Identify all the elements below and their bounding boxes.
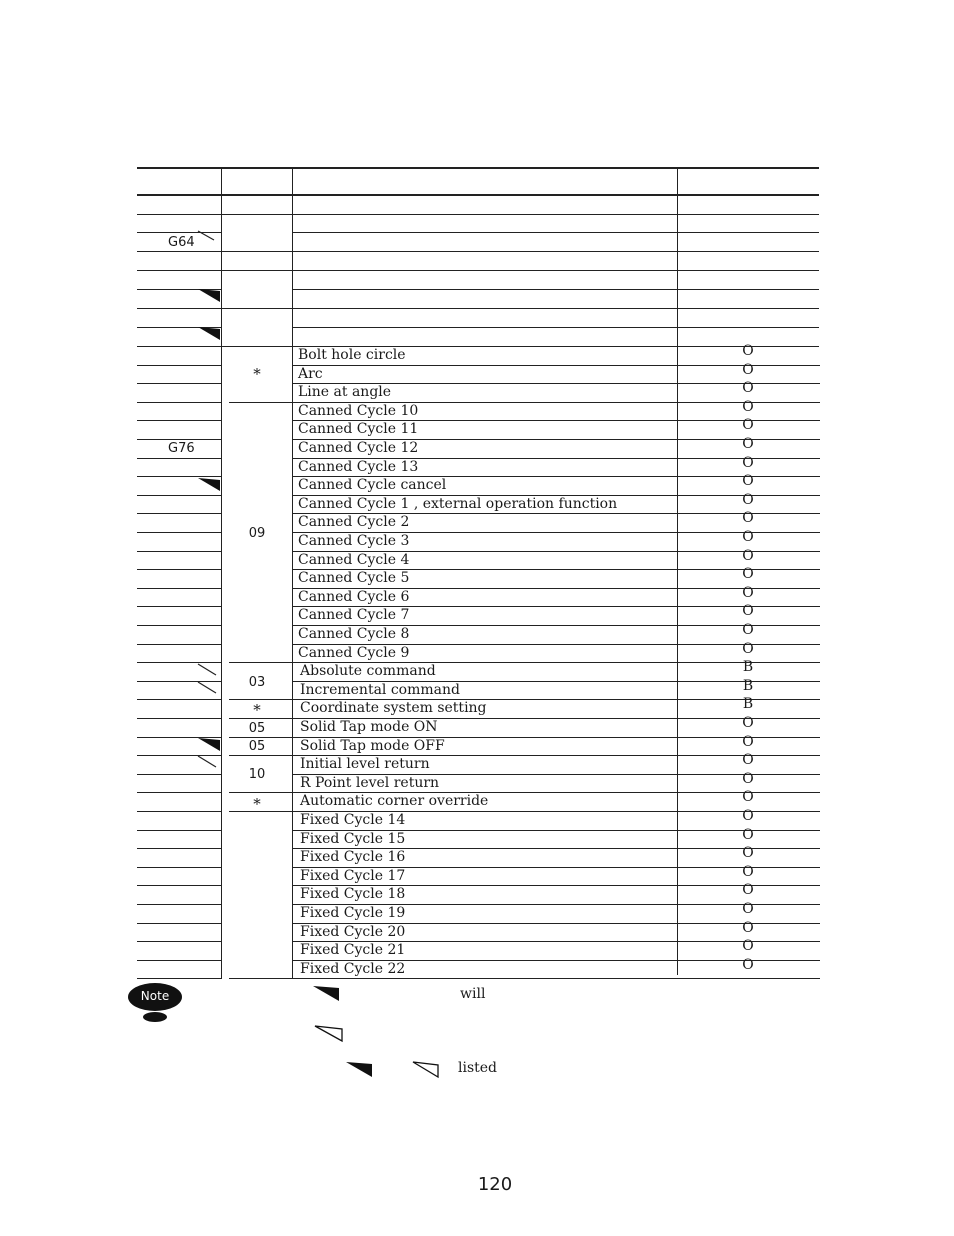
gcode-cell-divider: [137, 960, 222, 961]
gcode-cell-divider: [137, 625, 222, 626]
gcode-cell-divider: [137, 644, 222, 645]
gcode-cell-divider: [137, 588, 222, 589]
compatibility-mark-cell: O: [742, 715, 754, 731]
gcode-cell-divider: [137, 923, 222, 924]
function-cell: Line at angle: [298, 384, 392, 400]
table-top-border: [137, 167, 819, 169]
compatibility-mark-cell: O: [742, 343, 754, 359]
compatibility-mark-cell: O: [742, 585, 754, 601]
gcode-cell-divider: [137, 830, 222, 831]
group-03: 03: [248, 675, 266, 690]
outline-triangle-icon: [196, 681, 220, 695]
group-05: 05: [248, 739, 266, 754]
row-divider: [292, 232, 819, 233]
group-cell-divider: [229, 755, 293, 756]
group-cell-divider: [229, 662, 293, 663]
function-cell: Fixed Cycle 22: [300, 961, 406, 977]
compatibility-mark-cell: O: [742, 734, 754, 750]
row-divider: [293, 978, 820, 979]
table-header-divider: [137, 194, 819, 196]
gcode-label-g64: G64: [168, 235, 195, 250]
compatibility-mark-cell: O: [742, 882, 754, 898]
filled-triangle-icon: [198, 736, 222, 752]
function-cell: Canned Cycle 5: [298, 570, 410, 586]
gcode-cell-divider: [137, 885, 222, 886]
row-divider: [137, 270, 819, 271]
function-cell: Fixed Cycle 14: [300, 812, 406, 828]
compatibility-mark-cell: B: [742, 696, 754, 712]
gcode-cell-divider: [137, 978, 222, 979]
group-cell-divider: [229, 978, 293, 979]
function-cell: Automatic corner override: [300, 793, 489, 809]
function-cell: Fixed Cycle 19: [300, 905, 406, 921]
compatibility-mark-cell: O: [742, 771, 754, 787]
group-cell-divider: [229, 718, 293, 719]
compatibility-mark-cell: O: [742, 362, 754, 378]
compatibility-mark-cell: O: [742, 399, 754, 415]
group-star: *: [253, 365, 261, 383]
note-word-will: will: [460, 986, 486, 1002]
gcode-cell-divider: [137, 699, 222, 700]
compatibility-mark-cell: O: [742, 603, 754, 619]
compatibility-mark-cell: O: [742, 641, 754, 657]
gcode-cell-divider: [137, 569, 222, 570]
function-cell: Coordinate system setting: [300, 700, 487, 716]
filled-triangle-icon: [346, 1061, 374, 1079]
function-cell: Solid Tap mode OFF: [300, 738, 445, 754]
row-divider: [137, 251, 819, 252]
group-05: 05: [248, 721, 266, 736]
outline-triangle-icon: [412, 1061, 440, 1079]
column-divider: [677, 167, 678, 975]
gcode-cell-divider: [137, 606, 222, 607]
compatibility-mark-cell: O: [742, 417, 754, 433]
function-cell: Incremental command: [300, 682, 460, 698]
gcode-cell-divider: [137, 718, 222, 719]
gcode-cell-divider: [137, 420, 222, 421]
function-cell: Solid Tap mode ON: [300, 719, 438, 735]
function-cell: Arc: [298, 366, 323, 382]
compatibility-mark-cell: B: [742, 659, 754, 675]
compatibility-mark-cell: O: [742, 436, 754, 452]
gcode-cell-divider: [137, 867, 222, 868]
gcode-cell-divider: [137, 792, 222, 793]
function-cell: Canned Cycle 1 , external operation function: [298, 496, 618, 512]
gcode-cell-divider: [137, 532, 222, 533]
compatibility-mark-cell: O: [742, 622, 754, 638]
function-cell: Initial level return: [300, 756, 430, 772]
compatibility-mark-cell: O: [742, 752, 754, 768]
function-cell: Canned Cycle 7: [298, 607, 410, 623]
gcode-cell-divider: [137, 513, 222, 514]
outline-triangle-icon: [196, 755, 220, 769]
gcode-label-g76: G76: [168, 441, 195, 456]
compatibility-mark-cell: O: [742, 920, 754, 936]
page-number: 120: [477, 1174, 513, 1195]
group-star: *: [253, 795, 261, 813]
gcode-cell-divider: [137, 941, 222, 942]
gcode-cell-divider: [137, 365, 222, 366]
function-cell: Canned Cycle 4: [298, 552, 410, 568]
gcode-cell-divider: [137, 811, 222, 812]
filled-triangle-icon: [313, 985, 341, 1003]
compatibility-mark-cell: O: [742, 566, 754, 582]
function-cell: Canned Cycle 8: [298, 626, 410, 642]
compatibility-mark-cell: O: [742, 901, 754, 917]
function-cell: Canned Cycle 2: [298, 514, 410, 530]
group-star: *: [253, 701, 261, 719]
filled-triangle-icon: [198, 287, 222, 303]
compatibility-mark-cell: O: [742, 808, 754, 824]
function-cell: Canned Cycle 13: [298, 459, 419, 475]
function-cell: Canned Cycle 11: [298, 421, 419, 437]
note-badge-label: Note: [140, 989, 170, 1003]
filled-triangle-icon: [198, 476, 222, 492]
note-word-listed: listed: [458, 1060, 498, 1076]
compatibility-mark-cell: B: [742, 678, 754, 694]
group-10: 10: [248, 767, 266, 782]
compatibility-mark-cell: O: [742, 789, 754, 805]
group-cell-divider: [229, 792, 293, 793]
row-divider: [292, 289, 819, 290]
compatibility-mark-cell: O: [742, 845, 754, 861]
compatibility-mark-cell: O: [742, 827, 754, 843]
function-cell: Canned Cycle 10: [298, 403, 419, 419]
gcode-cell-divider: [137, 774, 222, 775]
compatibility-mark-cell: O: [742, 492, 754, 508]
outline-triangle-icon: [196, 663, 220, 677]
outline-triangle-icon: [196, 230, 216, 242]
gcode-cell-divider: [137, 904, 222, 905]
function-cell: Canned Cycle 12: [298, 440, 419, 456]
gcode-cell-divider: [137, 458, 222, 459]
function-cell: Fixed Cycle 20: [300, 924, 406, 940]
compatibility-mark-cell: O: [742, 380, 754, 396]
function-cell: Fixed Cycle 15: [300, 831, 406, 847]
row-divider: [292, 327, 819, 328]
function-cell: Fixed Cycle 17: [300, 868, 406, 884]
function-cell: R Point level return: [300, 775, 440, 791]
gcode-cell-divider: [137, 439, 222, 440]
gcode-cell-divider: [137, 495, 222, 496]
function-cell: Bolt hole circle: [298, 347, 406, 363]
group-cell-divider: [229, 699, 293, 700]
compatibility-mark-cell: O: [742, 510, 754, 526]
compatibility-mark-cell: O: [742, 864, 754, 880]
function-cell: Canned Cycle 6: [298, 589, 410, 605]
function-cell: Canned Cycle 9: [298, 645, 410, 661]
gcode-cell-divider: [137, 402, 222, 403]
group-09: 09: [248, 526, 266, 541]
row-divider: [137, 346, 819, 347]
row-divider: [137, 308, 819, 309]
function-cell: Absolute command: [300, 663, 436, 679]
function-cell: Fixed Cycle 21: [300, 942, 406, 958]
function-cell: Fixed Cycle 16: [300, 849, 406, 865]
gcode-cell-divider: [137, 551, 222, 552]
compatibility-mark-cell: O: [742, 957, 754, 973]
row-divider: [137, 214, 819, 215]
filled-triangle-icon: [198, 325, 222, 341]
compatibility-mark-cell: O: [742, 473, 754, 489]
function-cell: Canned Cycle cancel: [298, 477, 447, 493]
compatibility-mark-cell: O: [742, 455, 754, 471]
compatibility-mark-cell: O: [742, 548, 754, 564]
group-cell-divider: [229, 402, 293, 403]
function-cell: Fixed Cycle 18: [300, 886, 406, 902]
function-cell: Canned Cycle 3: [298, 533, 410, 549]
column-divider: [292, 167, 293, 979]
outline-triangle-icon: [314, 1025, 344, 1043]
gcode-cell-divider: [137, 383, 222, 384]
group-cell-divider: [229, 737, 293, 738]
gcode-cell-divider: [137, 848, 222, 849]
compatibility-mark-cell: O: [742, 529, 754, 545]
compatibility-mark-cell: O: [742, 938, 754, 954]
